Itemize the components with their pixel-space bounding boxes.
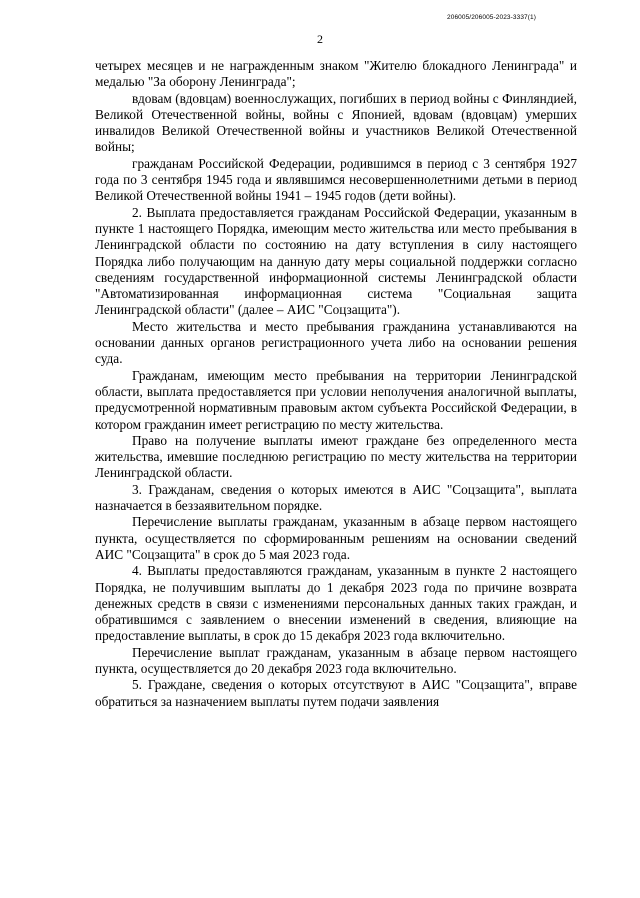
paragraph-clause-5: 5. Граждане, сведения о которых отсутствуют в АИС "Соцзащита", вправе обратиться за назначением выплаты путем подачи заявления — [95, 677, 577, 709]
paragraph-widows: вдовам (вдовцам) военнослужащих, погибших в период войны с Финляндией, Великой Отечественной войны, войны с Японией, вдовам (вдовцам) умерших инвалидов Великой Отечественной войны и участников Великой Отечественной войны; — [95, 90, 577, 155]
page-number: 2 — [317, 32, 323, 46]
paragraph-homeless: Право на получение выплаты имеют граждане без определенного места жительства, имевшие последнюю регистрацию по месту жительства на территории Ленинградской области. — [95, 432, 577, 481]
paragraph-children-of-war: гражданам Российской Федерации, родившимся в период с 3 сентября 1927 года по 3 сентября 1945 года и являвшимся несовершеннолетними детьми в период Великой Отечественной войны 1941 – 1945 годов (дети войны). — [95, 155, 577, 204]
paragraph-clause-2: 2. Выплата предоставляется гражданам Российской Федерации, указанным в пункте 1 настоящего Порядка, имеющим место жительства или место пребывания в Ленинградской области по состоянию на дату вступления в силу настоящего Порядка либо получающим на данную дату меры социальной поддержки согласно сведениям государственной информационной системы Ленинградской области "Автоматизированная информационная система "Социальная защита Ленинградской области" (далее – АИС "Соцзащита"). — [95, 204, 577, 318]
document-id: 206005/206005-2023-3337(1) — [447, 14, 536, 21]
document-body — [95, 58, 577, 710]
paragraph-residence: Место жительства и место пребывания гражданина устанавливаются на основании данных органов регистрационного учета либо на основании решения суда. — [95, 318, 577, 367]
paragraph-clause-3: 3. Гражданам, сведения о которых имеются в АИС "Соцзащита", выплата назначается в беззаявительном порядке. — [95, 481, 577, 514]
paragraph-blockade-residents: четырех месяцев и не награжденным знаком "Жителю блокадного Ленинграда" и медалью "За оборону Ленинграда"; — [95, 58, 577, 90]
paragraph-transfer-may: Перечисление выплаты гражданам, указанным в абзаце первом настоящего пункта, осуществляется по сформированным решениям на основании сведений АИС "Соцзащита" в срок до 5 мая 2023 года. — [95, 514, 577, 562]
paragraph-temporary-stay: Гражданам, имеющим место пребывания на территории Ленинградской области, выплата предоставляется при условии неполучения аналогичной выплаты, предусмотренной нормативным правовым актом субъекта Российской Федерации, в котором гражданин имеет регистрацию по месту жительства. — [95, 367, 577, 432]
paragraph-transfer-december: Перечисление выплат гражданам, указанным в абзаце первом настоящего пункта, осуществляется до 20 декабря 2023 года включительно. — [95, 644, 577, 676]
paragraph-clause-4: 4. Выплаты предоставляются гражданам, указанным в пункте 2 настоящего Порядка, не получившим выплаты до 1 декабря 2023 года по причине возврата денежных средств в связи с изменениями персональных данных таких граждан, и обратившимся с заявлением о внесении изменений в сведения, влияющие на предоставление выплаты, в срок до 15 декабря 2023 года включительно. — [95, 563, 577, 644]
